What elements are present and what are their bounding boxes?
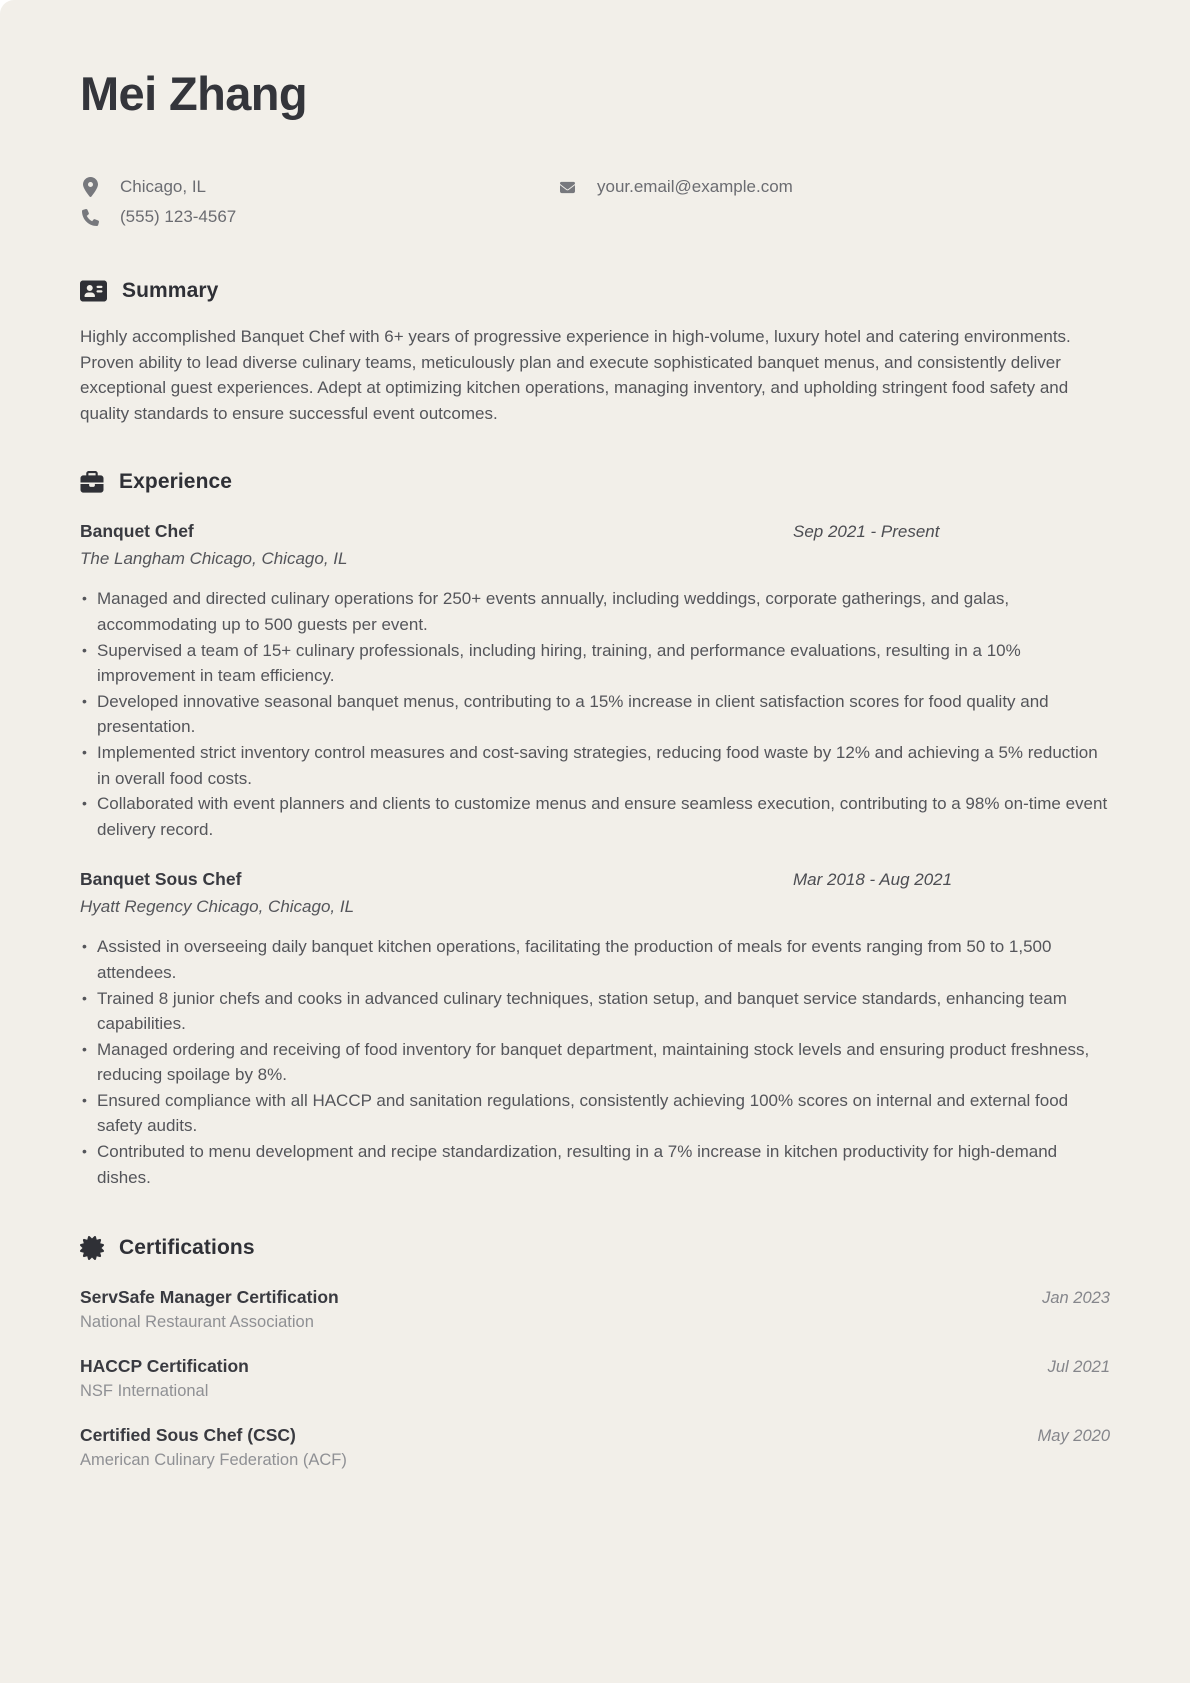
bullet-item: • Assisted in overseeing daily banquet kitchen operations, facilitating the production of meals for events ranging from 50 to 1,500 attendees. xyxy=(80,934,1110,985)
contact-phone xyxy=(80,207,557,227)
bullet-item: • Collaborated with event planners and clients to customize menus and ensure seamless execution, contributing to a 98% on-time event delivery record. xyxy=(80,791,1110,842)
certifications-section-header xyxy=(80,1236,1110,1260)
bullet-item: • Developed innovative seasonal banquet menus, contributing to a 15% increase in client satisfaction scores for food quality and presentation. xyxy=(80,689,1110,740)
bullet-item: • Implemented strict inventory control measures and cost-saving strategies, reducing food waste by 12% and achieving a 5% reduction in overall food costs. xyxy=(80,740,1110,791)
job-bullet-list xyxy=(80,934,1110,1190)
job-bullet-list xyxy=(80,586,1110,842)
summary-section xyxy=(80,279,1110,426)
certifications-section xyxy=(80,1236,1110,1470)
certificate-seal-icon xyxy=(80,1236,104,1260)
certification-entry xyxy=(80,1425,1110,1470)
job-title: Banquet Sous Chef xyxy=(80,869,242,890)
job-header xyxy=(80,521,1110,542)
phone-text: (555) 123-4567 xyxy=(120,207,237,226)
experience-section xyxy=(80,470,1110,1190)
job-entry xyxy=(80,521,1110,842)
experience-section-header xyxy=(80,470,1110,494)
id-card-icon xyxy=(80,279,107,303)
bullet-item: • Trained 8 junior chefs and cooks in advanced culinary techniques, station setup, and banquet service standards, enhancing team capabilities. xyxy=(80,986,1110,1037)
location-text: Chicago, IL xyxy=(120,177,206,196)
summary-section-header xyxy=(80,279,1110,303)
bullet-item: • Ensured compliance with all HACCP and sanitation regulations, consistently achieving 100% scores on internal and external food safety audits. xyxy=(80,1088,1110,1139)
bullet-item: • Managed ordering and receiving of food inventory for banquet department, maintaining stock levels and ensuring product freshness, reducing spoilage by 8%. xyxy=(80,1037,1110,1088)
certification-date: May 2020 xyxy=(1037,1427,1110,1446)
bullet-item: • Contributed to menu development and recipe standardization, resulting in a 7% increase in kitchen productivity for high-demand dishes. xyxy=(80,1139,1110,1190)
job-dates: Sep 2021 - Present xyxy=(793,522,940,542)
job-company: The Langham Chicago, Chicago, IL xyxy=(80,549,348,569)
contact-info xyxy=(80,177,1110,227)
briefcase-icon xyxy=(80,471,104,494)
certification-issuer: American Culinary Federation (ACF) xyxy=(80,1451,347,1470)
certification-name: Certified Sous Chef (CSC) xyxy=(80,1425,296,1446)
certification-date: Jan 2023 xyxy=(1042,1289,1110,1308)
job-company: Hyatt Regency Chicago, Chicago, IL xyxy=(80,897,355,917)
person-name: Mei Zhang xyxy=(80,67,307,120)
contact-email xyxy=(557,177,1110,197)
email-text: your.email@example.com xyxy=(597,177,793,196)
certification-header xyxy=(80,1287,1110,1308)
experience-heading: Experience xyxy=(119,470,233,494)
summary-text: Highly accomplished Banquet Chef with 6+ years of progressive experience in high-volume, luxury hotel and catering environments. Proven ability to lead diverse culinary teams, meticulously plan and execute sophisticated banquet menus, and consistently deliver exceptional guest experiences. Adept at optimizing kitchen operations, managing inventory, and upholding stringent food safety and quality standards to ensure successful event outcomes. xyxy=(80,327,1071,423)
certification-issuer: National Restaurant Association xyxy=(80,1313,314,1332)
bullet-item: • Managed and directed culinary operations for 250+ events annually, including weddings, corporate gatherings, and galas, accommodating up to 500 guests per event. xyxy=(80,586,1110,637)
certification-name: ServSafe Manager Certification xyxy=(80,1287,339,1308)
certification-header xyxy=(80,1356,1110,1377)
job-title: Banquet Chef xyxy=(80,521,194,542)
certification-date: Jul 2021 xyxy=(1047,1358,1110,1377)
phone-icon xyxy=(80,209,100,226)
certification-entry xyxy=(80,1287,1110,1332)
certification-header xyxy=(80,1425,1110,1446)
bullet-item: • Supervised a team of 15+ culinary professionals, including hiring, training, and performance evaluations, resulting in a 10% improvement in team efficiency. xyxy=(80,638,1110,689)
contact-location xyxy=(80,177,557,197)
envelope-icon xyxy=(557,180,577,195)
summary-heading: Summary xyxy=(122,279,219,302)
job-entry xyxy=(80,869,1110,1190)
job-header xyxy=(80,869,1110,890)
certifications-heading: Certifications xyxy=(119,1236,255,1260)
job-dates: Mar 2018 - Aug 2021 xyxy=(793,870,953,890)
certification-entry xyxy=(80,1356,1110,1401)
certification-name: HACCP Certification xyxy=(80,1356,249,1377)
map-marker-icon xyxy=(80,177,100,197)
certification-issuer: NSF International xyxy=(80,1382,209,1401)
